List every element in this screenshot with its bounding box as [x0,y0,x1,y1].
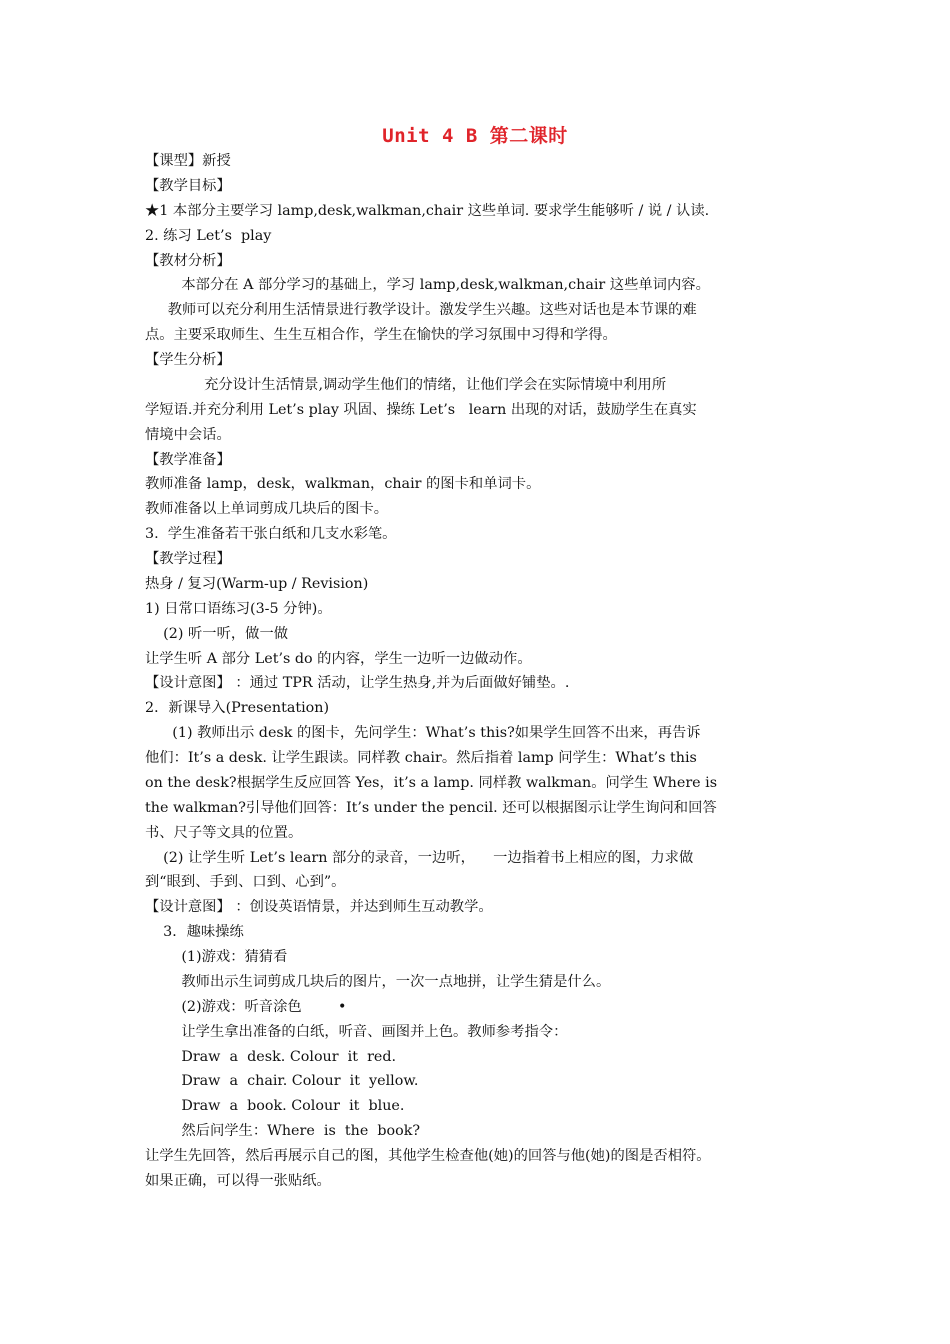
text-line: (2) 让学生听 Let’s learn 部分的录音，一边听， 一边指着书上相应的图，力求做 [145,849,694,866]
text-line: 3. 学生准备若干张白纸和几支水彩笔。 [145,526,397,543]
text-line: 3．趣味操练 [145,924,244,941]
text-line: Draw a desk. Colour it red. [145,1048,397,1065]
text-line: (2) 听一听，做一做 [145,625,289,642]
document-title: Unit 4 B 第二课时 [382,125,568,147]
text-line: ★1 本部分主要学习 lamp,desk,walkman,chair 这些单词. 要求学生能够听 / 说 / 认读. [145,202,710,219]
text-line: 书、尺子等文具的位置。 [145,824,303,841]
text-line: 【教材分析】 [145,252,231,269]
text-line: 【课型】新授 [145,153,231,169]
text-line: 【教学过程】 [145,551,231,567]
text-line: (2)游戏：听音涂色 • [145,998,347,1015]
text-line: 如果正确，可以得一张贴纸。 [145,1172,331,1189]
text-line: 教师可以充分利用生活情景进行教学设计。激发学生兴趣。这些对话也是本节课的难 [145,302,697,319]
text-line: 充分设计生活情景,调动学生他们的情绪，让他们学会在实际情境中利用所 [145,376,667,393]
text-line: 【教学准备】 [145,451,231,468]
text-line: on the desk?根据学生反应回答 Yes，it’s a lamp. 同样教 walkman。问学生 Where is [145,774,718,791]
text-line: 本部分在 A 部分学习的基础上，学习 lamp,desk,walkman,chair 这些单词内容。 [145,277,710,294]
text-line: 情境中会话。 [145,426,231,443]
text-line: 2. 练习 Let’s play [145,227,272,244]
text-line: 2．新课导入(Presentation) [145,700,330,717]
text-line: 【设计意图】 ：创设英语情景，并达到师生互动教学。 [145,899,493,916]
text-line: 1) 日常口语练习(3-5 分钟)。 [145,600,332,617]
text-line: (1)游戏：猜猜看 [145,949,288,965]
text-line: (1) 教师出示 desk 的图卡，先问学生：What’s this?如果学生回答不出来，再告诉 [145,725,701,742]
text-line: 让学生先回答，然后再展示自己的图，其他学生检查他(她)的回答与他(她)的图是否相符。 [145,1148,711,1164]
text-line: 【教学目标】 [145,177,231,194]
text-line: Draw a chair. Colour it yellow. [145,1073,419,1090]
text-line: 【学生分析】 [145,352,231,368]
text-line: Draw a book. Colour it blue. [145,1098,405,1115]
text-line: 点。主要采取师生、生生互相合作，学生在愉快的学习氛围中习得和学得。 [145,327,617,344]
text-line: 教师准备 lamp，desk，walkman，chair 的图卡和单词卡。 [145,476,541,493]
text-line: 教师出示生词剪成几块后的图片，一次一点地拼，让学生猜是什么。 [145,973,611,990]
text-line: the walkman?引导他们回答：It’s under the pencil. 还可以根据图示让学生询问和回答 [145,799,717,816]
text-line: 让学生听 A 部分 Let’s do 的内容，学生一边听一边做动作。 [145,650,532,667]
text-line: 学短语.并充分利用 Let’s play 巩固、操练 Let’s learn 出现的对话，鼓励学生在真实 [145,401,697,418]
text-line: 让学生拿出准备的白纸，听音、画图并上色。教师参考指令： [145,1023,568,1040]
text-line: 【设计意图】 ：通过 TPR 活动，让学生热身,并为后面做好铺垫。. [145,675,570,692]
document-body [145,149,813,1194]
text-line: 到“眼到、手到、口到、心到”。 [145,874,346,891]
text-line: 他们：It’s a desk. 让学生跟读。同样教 chair。然后指着 lamp 问学生：What’s this [145,750,697,766]
text-line: 教师准备以上单词剪成几块后的图卡。 [145,501,389,518]
text-line: 热身 / 复习(Warm-up / Revision) [145,575,369,592]
text-line: 然后问学生：Where is the book? [145,1123,421,1140]
